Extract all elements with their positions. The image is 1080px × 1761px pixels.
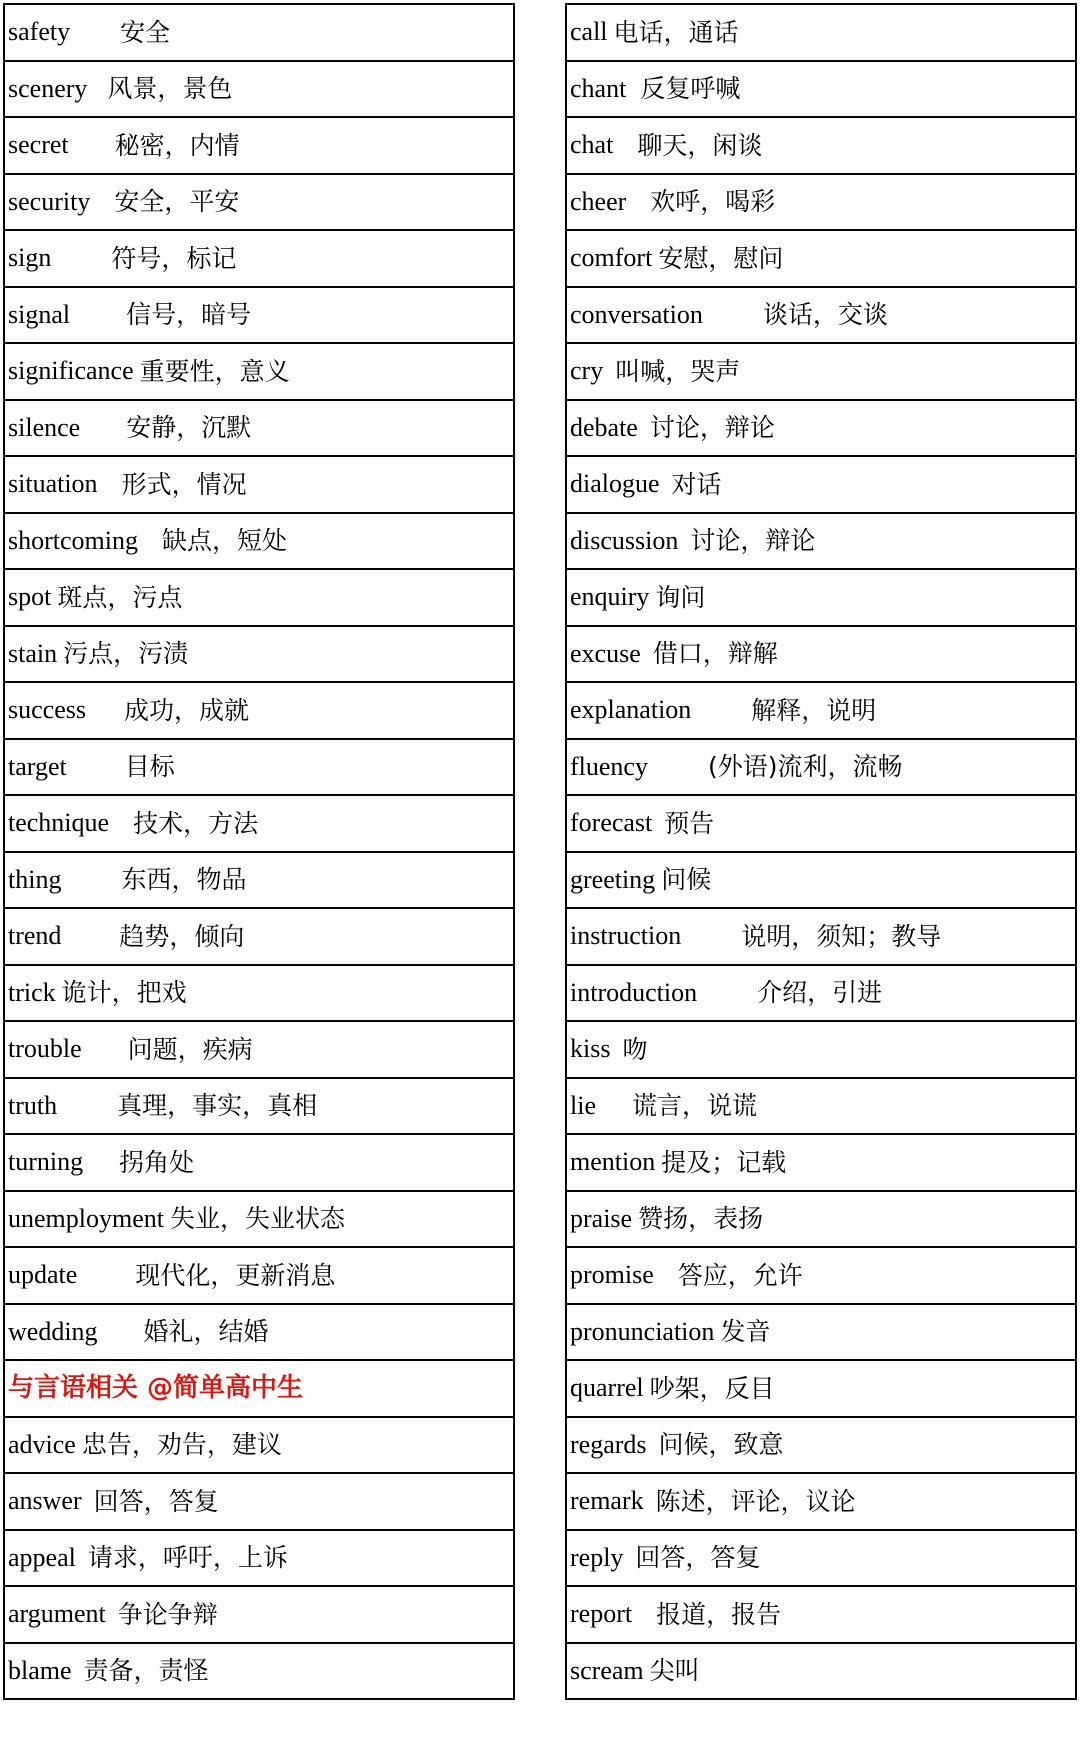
vocab-row (567, 1022, 1075, 1079)
vocab-meaning: 信号，暗号 (126, 300, 252, 330)
vocab-word: report (570, 1599, 633, 1629)
vocab-word: situation (8, 469, 98, 499)
vocab-meaning: 赞扬，表扬 (638, 1204, 764, 1234)
vocab-word: scenery (8, 73, 88, 103)
vocab-row (5, 175, 513, 232)
vocab-row (567, 175, 1075, 232)
vocab-row (567, 1644, 1075, 1701)
vocab-meaning: 问题，疾病 (127, 1034, 253, 1064)
vocab-meaning: 重要性，意义 (139, 356, 290, 386)
vocab-row (567, 344, 1075, 401)
vocab-word: mention (570, 1147, 656, 1177)
vocab-row (5, 344, 513, 401)
vocab-meaning: 安静，沉默 (126, 413, 252, 443)
vocab-word: lie (570, 1090, 596, 1120)
vocab-word: turning (8, 1147, 84, 1177)
vocab-word: regards (570, 1429, 647, 1459)
vocab-meaning: 斑点，污点 (57, 582, 183, 612)
vocab-row (567, 1305, 1075, 1362)
vocab-meaning: 借口，辩解 (652, 639, 778, 669)
vocab-meaning: 形式，情况 (121, 469, 247, 499)
vocab-meaning: 答应，允许 (677, 1260, 803, 1290)
vocab-word: kiss (570, 1034, 611, 1064)
vocab-word: advice (8, 1429, 76, 1459)
vocab-row (5, 683, 513, 740)
vocab-row (5, 62, 513, 119)
vocab-meaning: 拐角处 (119, 1147, 195, 1177)
vocab-word: chant (570, 73, 627, 103)
vocab-row (5, 1079, 513, 1136)
vocab-word: argument (8, 1599, 106, 1629)
vocab-row (567, 1361, 1075, 1418)
vocab-row (567, 62, 1075, 119)
vocab-meaning: 技术，方法 (133, 808, 259, 838)
vocab-word: significance (8, 356, 134, 386)
vocab-word: cheer (570, 186, 627, 216)
vocab-row (5, 1418, 513, 1475)
vocab-meaning: 风景，景色 (107, 74, 233, 104)
vocab-word: trouble (8, 1034, 82, 1064)
vocab-row (5, 796, 513, 853)
vocab-row (567, 1474, 1075, 1531)
vocab-row (567, 683, 1075, 740)
vocab-word: explanation (570, 695, 692, 725)
vocab-meaning: 吻 (622, 1034, 648, 1064)
vocab-meaning: 反复呼喊 (640, 74, 741, 104)
vocab-word: conversation (570, 299, 703, 329)
vocab-meaning: 目标 (124, 752, 175, 782)
vocab-meaning: 尖叫 (649, 1656, 700, 1686)
vocab-word: chat (570, 130, 614, 160)
vocab-meaning: 谈话，交谈 (762, 300, 888, 330)
right-vocab-table (565, 3, 1077, 1700)
vocab-row (5, 1022, 513, 1079)
vocab-row (567, 1248, 1075, 1305)
vocab-word: silence (8, 412, 81, 442)
vocab-meaning: 提及；记载 (661, 1147, 787, 1177)
vocab-row (567, 1531, 1075, 1588)
vocab-word: unemployment (8, 1203, 164, 1233)
vocab-row (567, 909, 1075, 966)
vocab-row (5, 231, 513, 288)
vocab-row (567, 118, 1075, 175)
vocab-meaning: 回答，答复 (93, 1486, 219, 1516)
vocab-word: call (570, 17, 608, 47)
vocab-meaning: 责备，责怪 (83, 1656, 209, 1686)
vocab-meaning: 成功，成就 (123, 695, 249, 725)
vocab-row (5, 966, 513, 1023)
vocab-row (5, 627, 513, 684)
section-heading-row (5, 1361, 513, 1418)
vocab-row (567, 966, 1075, 1023)
vocab-row (5, 288, 513, 345)
vocab-meaning: 争论争辩 (117, 1599, 218, 1629)
vocab-row (5, 1531, 513, 1588)
vocab-row (567, 231, 1075, 288)
vocab-meaning: (外语)流利，流畅 (707, 752, 903, 782)
vocab-row (5, 5, 513, 62)
vocab-word: security (8, 186, 91, 216)
vocab-row (567, 1192, 1075, 1249)
vocab-row (5, 570, 513, 627)
vocab-meaning: 讨论，辩论 (690, 526, 816, 556)
vocab-word: pronunciation (570, 1316, 715, 1346)
vocab-word: greeting (570, 864, 656, 894)
vocab-meaning: 缺点，短处 (162, 526, 288, 556)
vocab-word: debate (570, 412, 638, 442)
vocab-meaning: 电话，通话 (613, 17, 739, 47)
vocab-row (567, 401, 1075, 458)
vocab-meaning: 回答，答复 (635, 1543, 761, 1573)
vocab-meaning: 讨论，辩论 (649, 413, 775, 443)
vocab-word: comfort (570, 243, 653, 273)
vocab-row (5, 853, 513, 910)
vocab-word: promise (570, 1260, 654, 1290)
vocab-row (567, 514, 1075, 571)
vocab-word: signal (8, 299, 71, 329)
vocab-word: secret (8, 130, 69, 160)
vocab-word: quarrel (570, 1373, 644, 1403)
vocab-row (567, 740, 1075, 797)
vocab-meaning: 发音 (720, 1317, 771, 1347)
vocab-meaning: 安全 (120, 17, 171, 47)
vocab-word: answer (8, 1486, 82, 1516)
vocab-meaning: 说明，须知；教导 (741, 921, 942, 951)
vocab-meaning: 解释，说明 (751, 695, 877, 725)
vocab-meaning: 诡计，把戏 (61, 978, 187, 1008)
vocab-meaning: 婚礼，结婚 (143, 1317, 269, 1347)
vocab-row (5, 457, 513, 514)
vocab-word: dialogue (570, 469, 660, 499)
vocab-row (567, 796, 1075, 853)
vocab-meaning: 问候，致意 (658, 1430, 784, 1460)
vocab-row (567, 457, 1075, 514)
vocab-row (567, 1418, 1075, 1475)
vocab-meaning: 符号，标记 (111, 243, 237, 273)
vocab-word: discussion (570, 525, 679, 555)
vocab-row (567, 570, 1075, 627)
vocab-meaning: 介绍，引进 (757, 978, 883, 1008)
vocab-meaning: 失业，失业状态 (169, 1204, 345, 1234)
vocab-row (5, 1474, 513, 1531)
vocab-word: technique (8, 808, 110, 838)
vocab-row (5, 514, 513, 571)
vocab-word: target (8, 751, 67, 781)
vocab-meaning: 污点，污渍 (63, 639, 189, 669)
vocab-word: sign (8, 243, 52, 273)
vocab-word: praise (570, 1203, 633, 1233)
vocab-word: appeal (8, 1542, 76, 1572)
vocab-meaning: 聊天，闲谈 (637, 130, 763, 160)
vocab-row (5, 1192, 513, 1249)
vocab-meaning: 安慰，慰问 (658, 243, 784, 273)
vocab-word: blame (8, 1655, 72, 1685)
vocab-meaning: 报道，报告 (656, 1599, 782, 1629)
section-heading: 与言语相关 @简单高中生 (8, 1373, 304, 1404)
vocab-word: update (8, 1260, 78, 1290)
vocab-meaning: 趋势，倾向 (119, 921, 245, 951)
vocab-meaning: 真理，事实，真相 (117, 1091, 318, 1121)
vocab-word: excuse (570, 638, 641, 668)
vocab-word: shortcoming (8, 525, 138, 555)
vocab-word: spot (8, 582, 52, 612)
vocab-row (567, 5, 1075, 62)
vocab-word: stain (8, 638, 58, 668)
vocab-row (5, 1644, 513, 1701)
vocab-meaning: 预告 (664, 808, 715, 838)
vocab-word: enquiry (570, 582, 650, 612)
vocab-meaning: 问候 (661, 865, 712, 895)
vocab-word: thing (8, 864, 62, 894)
vocab-word: truth (8, 1090, 58, 1120)
vocab-row (567, 627, 1075, 684)
vocab-row (5, 401, 513, 458)
vocab-row (567, 1587, 1075, 1644)
vocab-row (5, 909, 513, 966)
vocab-word: cry (570, 356, 604, 386)
vocab-word: trick (8, 977, 56, 1007)
vocab-row (5, 1305, 513, 1362)
vocab-word: remark (570, 1486, 644, 1516)
vocab-row (5, 1248, 513, 1305)
vocab-word: instruction (570, 921, 682, 951)
vocab-meaning: 询问 (655, 582, 706, 612)
vocab-word: safety (8, 17, 71, 47)
vocab-meaning: 东西，物品 (121, 865, 247, 895)
vocab-row (567, 1079, 1075, 1136)
vocab-word: fluency (570, 751, 648, 781)
vocab-meaning: 忠告，劝告，建议 (81, 1430, 282, 1460)
vocab-row (567, 1135, 1075, 1192)
vocab-meaning: 吵架，反目 (649, 1373, 775, 1403)
vocab-meaning: 安全，平安 (114, 187, 240, 217)
vocab-meaning: 叫喊，哭声 (615, 356, 741, 386)
vocab-meaning: 欢呼，喝彩 (650, 187, 776, 217)
vocab-row (5, 740, 513, 797)
vocab-meaning: 请求，呼吁，上诉 (87, 1543, 288, 1573)
vocab-word: wedding (8, 1316, 98, 1346)
vocab-row (567, 288, 1075, 345)
vocab-word: reply (570, 1542, 624, 1572)
vocab-meaning: 秘密，内情 (114, 130, 240, 160)
left-vocab-table (3, 3, 515, 1700)
vocab-row (5, 118, 513, 175)
vocab-row (5, 1135, 513, 1192)
vocab-word: introduction (570, 977, 698, 1007)
vocab-meaning: 现代化，更新消息 (135, 1260, 336, 1290)
vocab-word: forecast (570, 808, 653, 838)
vocab-row (5, 1587, 513, 1644)
vocab-word: success (8, 695, 86, 725)
vocab-word: trend (8, 921, 62, 951)
vocab-meaning: 陈述，评论，议论 (655, 1486, 856, 1516)
vocab-row (567, 853, 1075, 910)
vocab-word: scream (570, 1655, 644, 1685)
vocab-meaning: 谎言，说谎 (632, 1091, 758, 1121)
vocab-meaning: 对话 (671, 469, 722, 499)
